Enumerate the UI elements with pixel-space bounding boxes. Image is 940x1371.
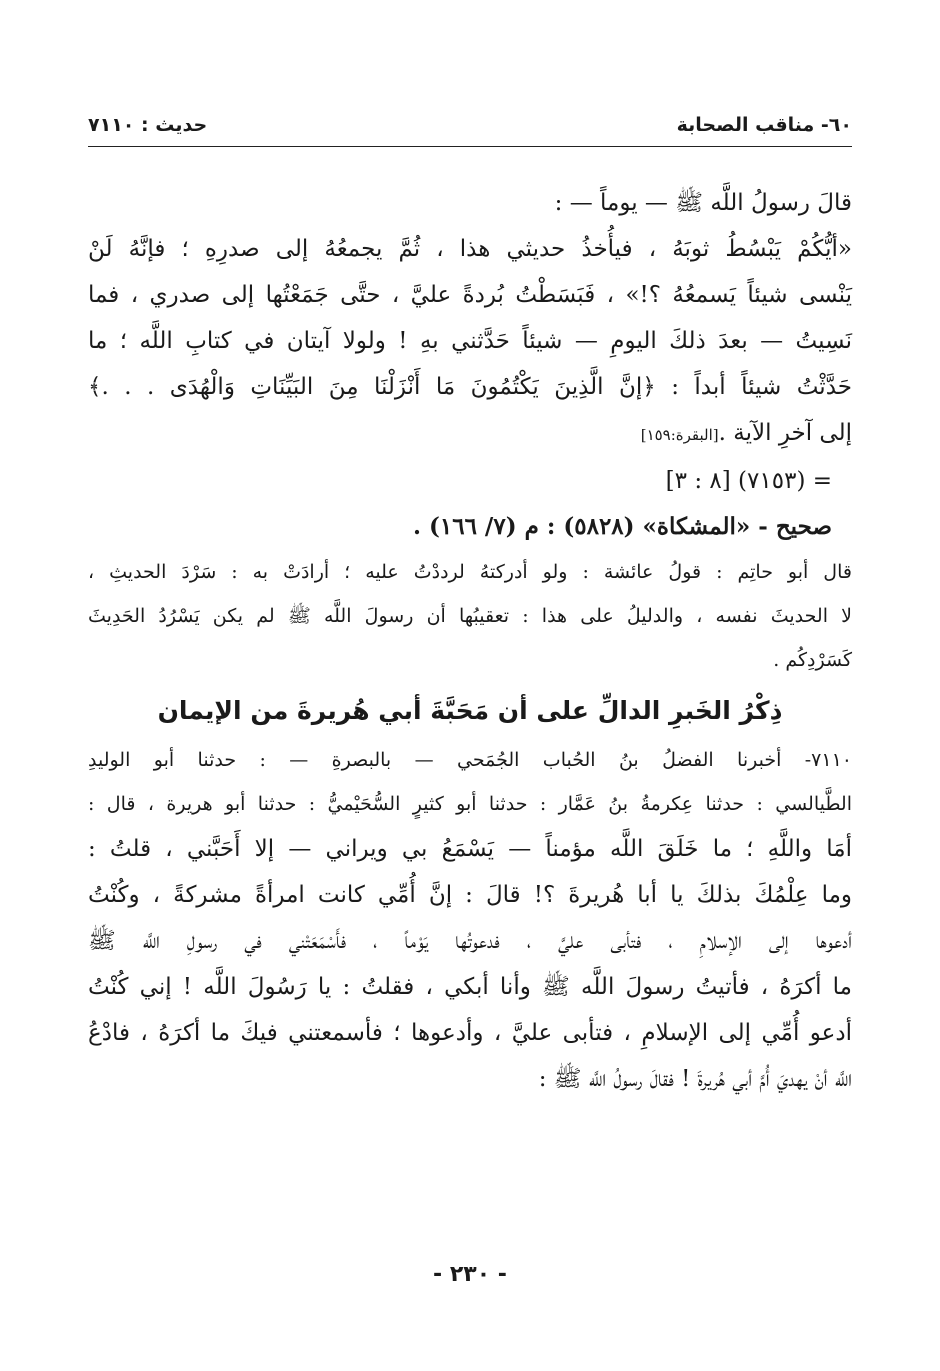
text-line: أدعوها إلى الإسلامِ ، فتأبى عليَّ ، فدعوتُها يَوْماً ، فأَسْمَعَتْني في رسولِ اللَّه ﷺ — [88, 928, 852, 954]
page-body — [88, 180, 852, 1102]
text-line: نَسِيتُ — بعدَ ذلكَ اليومِ — شيئاً حَدَّثني بهِ ! ولولا آيتان في كتابِ اللَّه ؛ ما — [88, 328, 852, 354]
text-line: صحيح - «المشكاة» (٥٨٢٨) : م (٧/ ١٦٦) . — [412, 513, 832, 540]
text-line: ما أكرَهُ ، فأتيتُ رسولَ اللَّه ﷺ وأنا أبكي ، فقلتُ : يا رَسُولَ اللَّه ! إني كُنْتُ — [88, 974, 852, 1000]
text-line: لا الحديثَ نفسه ، والدليلُ على هذا : تعقيبُها أن رسولَ اللَّه ﷺ لم يكن يَسْرُدُ الحَدِيثَ — [88, 605, 852, 627]
chapter-title: ٦٠- مناقب الصحابة — [676, 114, 852, 136]
text-line — [88, 410, 852, 458]
header-rule — [88, 146, 852, 147]
text-line: قالَ رسولُ اللَّه ﷺ — يوماً — : — [554, 190, 852, 216]
hadith-number: حديث : ٧١١٠ — [88, 114, 208, 136]
verse-reference: [البقرة:١٥٩] — [640, 426, 719, 444]
text-line: = (٧١٥٣) [٨ : ٣] — [665, 468, 832, 494]
section-heading: ذِكْرُ الخَبرِ الدالِّ على أن مَحَبَّةَ أبي هُريرةَ من الإيمان — [157, 696, 783, 725]
text-line: أدعو أُمِّي إلى الإسلامِ ، فتأبى عليَّ ، وأدعوها ؛ فأسمعتني فيكَ ما أكرَهُ ، فادْعُ — [88, 1020, 852, 1046]
page-number: - ٢٣٠ - — [433, 1262, 507, 1287]
line-text: إلى آخرِ الآية . — [718, 420, 852, 446]
text-line: «أيُّكُمْ يَبْسُطُ ثوبَهُ ، فيأُخذُ حديثي هذا ، ثُمَّ يجمعُهُ إلى صدرِهِ ؛ فإنَّهُ لَنْ — [88, 236, 852, 262]
text-line: ٧١١٠- أخبرنا الفضلُ بنُ الحُباب الجُمَحي — بالبصرةِ — : حدثنا أبو الوليدِ — [88, 749, 852, 771]
text-line: الطَّيالسي : حدثنا عِكرمةُ بنُ عَمَّار : حدثنا أبو كثيرٍ السُّحَيْميُّ : حدثنا أبو هريرة ، قال : — [88, 793, 852, 815]
text-line: يَنْسى شيئاً يَسمعُهُ ؟!» ، فَبَسَطْتُ بُردةً عليَّ ، حتَّى جَمَعْتُها إلى صدري ، فما — [88, 282, 852, 308]
text-line: قال أبو حاتِم : قولُ عائشة : ولو أدركتهُ لرددْتُ عليه ؛ أرادَتْ به : سَرْدَ الحديثِ ، — [88, 561, 852, 583]
page-header — [88, 108, 852, 142]
text-line: اللَّه أنْ يهديَ أُمَّ أبي هُريرةَ ! فقالَ رسولُ اللَّه ﷺ : — [538, 1066, 852, 1092]
text-line: أمَا واللَّهِ ؛ ما خَلَقَ اللَّه مؤمناً — يَسْمَعُ بي ويراني — إلا أَحَبَّني ، قلتُ : — [88, 836, 852, 862]
text-line: حَدَّثْتُ شيئاً أبداً : ﴿إنَّ الَّذِينَ يَكْتُمُونَ مَا أَنْزَلْنَا مِنَ البَيِّنَاتِ وَالْهُدَى . . .﴾ — [88, 374, 852, 400]
text-line: كَسَرْدِكُم . — [773, 649, 852, 671]
text-line: وما عِلْمُكَ بذلكَ يا أبا هُريرةَ ؟! قالَ : إنَّ أُمِّي كانت امرأةً مشركةً ، وكُنْتُ — [88, 882, 852, 908]
